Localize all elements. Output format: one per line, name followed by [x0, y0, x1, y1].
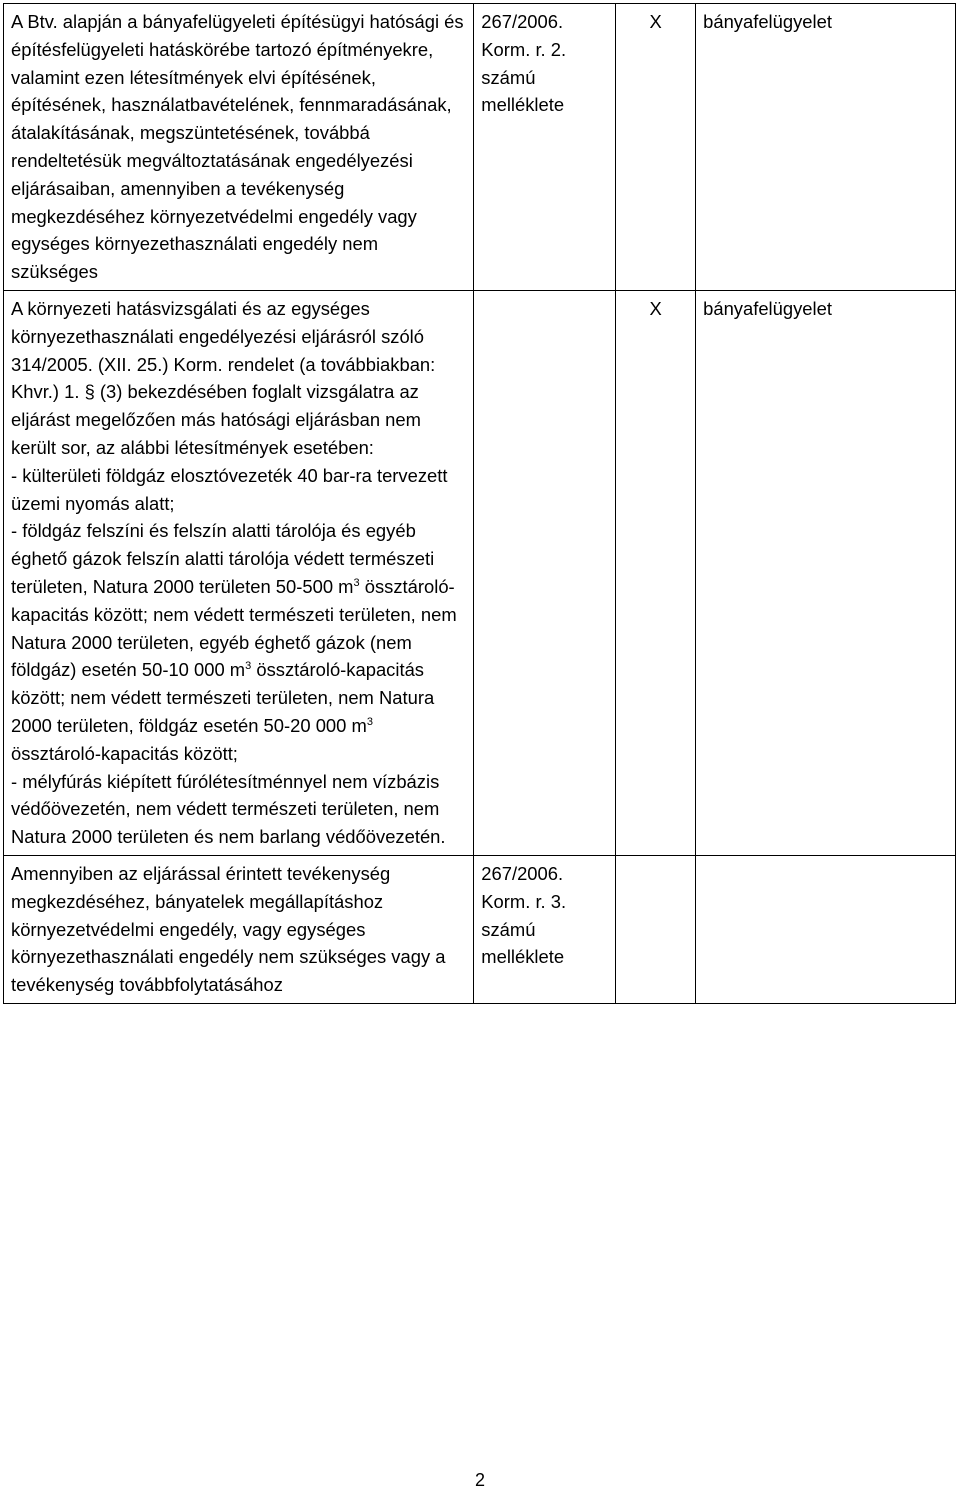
table-row: [4, 4, 956, 291]
superscript: 3: [366, 715, 373, 728]
superscript: 3: [245, 660, 252, 673]
row2-description-part3: össztároló-kapacitás között; nem védett természeti területen, nem Natura 2000 területen, földgáz esetén 50-20 000 m: [11, 659, 435, 736]
row1-description: A Btv. alapján a bányafelügyeleti építésügyi hatósági és építésfelügyeleti hatáskörébe tartozó építményekre, valamint ezen létesítmények elvi építésének, építésének, használatbavételének, fennmaradásának, átalakításának, megszüntetésének, továbbá rendeltetésük megváltoztatásának engedélyezési eljárásaiban, amennyiben a tevékenység megkezdéséhez környezetvédelmi engedély vagy egységes környezethasználati engedély nem szükséges: [4, 4, 474, 291]
row3-reference: 267/2006. Korm. r. 3. számú melléklete: [474, 855, 616, 1003]
row1-reference: 267/2006. Korm. r. 2. számú melléklete: [474, 4, 616, 291]
row3-authority: [696, 855, 956, 1003]
row3-description: Amennyiben az eljárással érintett tevékenység megkezdéséhez, bányatelek megállapításhoz környezetvédelmi engedély, vagy egységes környezethasználati engedély nem szükséges vagy a tevékenység továbbfolytatásához: [4, 855, 474, 1003]
row3-mark: [616, 855, 696, 1003]
page-number: 2: [474, 1470, 485, 1490]
row2-reference: [474, 290, 616, 855]
row2-mark: X: [616, 290, 696, 855]
table-row: [4, 290, 956, 855]
authority-table: [3, 3, 956, 1004]
superscript: 3: [353, 576, 360, 589]
row2-description-part1: A környezeti hatásvizsgálati és az egységes környezethasználati engedélyezési eljárásról szóló 314/2005. (XII. 25.) Korm. rendelet (a továbbiakban: Khvr.) 1. § (3) bekezdésében foglalt vizsgálatra az eljárást megelőzően más hatósági eljárásban nem került sor, az alábbi létesítmények esetében: - külterületi földgáz elosztóvezeték 40 bar-ra tervezett üzemi nyomás alatt; - földgáz felszíni és felszín alatti tárolója és egyéb éghető gázok felszín alatti tárolója védett természeti területen, Natura 2000 területen 50-500 m: [11, 297, 448, 597]
table-row: [4, 855, 956, 1003]
row1-authority: bányafelügyelet: [696, 4, 956, 291]
row2-description: [4, 290, 474, 855]
row2-description-part4: össztároló-kapacitás között; - mélyfúrás kiépített fúrólétesítménnyel nem vízbázis védőövezetén, nem védett természeti területen, nem Natura 2000 területen és nem barlang védőövezetén.: [11, 742, 446, 848]
row1-mark: X: [616, 4, 696, 291]
row2-description-part2: össztároló-kapacitás között; nem védett természeti területen, nem Natura 2000 területen, egyéb éghető gázok (nem földgáz) esetén 50-10 000 m: [11, 575, 457, 681]
row2-authority: bányafelügyelet: [696, 290, 956, 855]
